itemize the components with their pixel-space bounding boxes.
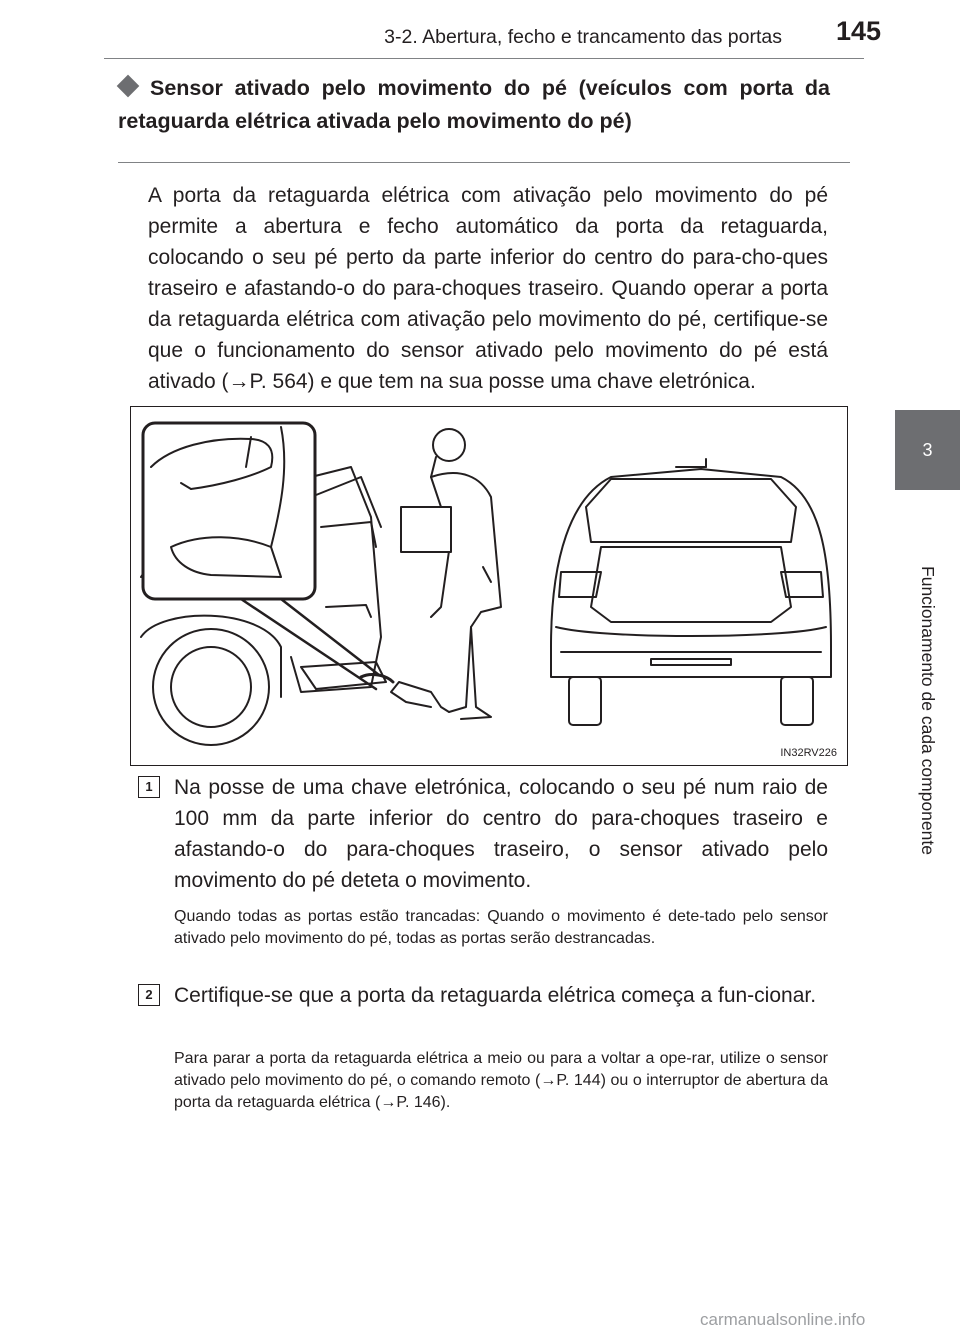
running-header: 3-2. Abertura, fecho e trancamento das portas	[384, 26, 782, 48]
chapter-tab	[895, 410, 960, 490]
step-2-note: Para parar a porta da retaguarda elétrica a meio ou para a voltar a ope-rar, utilize o sensor ativado pelo movimento do pé, o comando remoto (→P. 144) ou o interruptor de abertura da porta da retaguarda elétrica (→P. 146).	[174, 1050, 828, 1111]
header-rule	[104, 58, 864, 59]
heading-rule	[118, 162, 850, 163]
tailgate-foot-sensor-illustration	[131, 407, 847, 765]
step-1-text: Na posse de uma chave eletrónica, colocando o seu pé num raio de 100 mm da parte inferior do centro do para-choques traseiro e afastando-o do para-choques traseiro, o sensor ativado pelo movimento do pé deteta o movimento.	[174, 776, 828, 892]
page-number: 145	[836, 16, 882, 46]
chapter-title-container	[895, 490, 960, 930]
chapter-title: Funcionamento de cada componente	[918, 565, 939, 855]
side-tab-top	[895, 0, 960, 410]
step-2-badge: 2	[138, 984, 160, 1006]
illustration-figure	[130, 406, 848, 766]
step-1-note: Quando todas as portas estão trancadas: Quando o movimento é dete-tado pelo sensor ativado pelo movimento do pé, todas as portas serão destrancadas.	[174, 908, 828, 947]
section-heading	[118, 72, 830, 138]
section-heading-text: Sensor ativado pelo movimento do pé (veículos com porta da retaguarda elétrica ativada pelo movimento do pé)	[118, 76, 830, 133]
step-2-text: Certifique-se que a porta da retaguarda elétrica começa a fun-cionar.	[174, 984, 817, 1007]
chapter-number: 3	[922, 439, 933, 460]
watermark: carmanualsonline.info	[700, 1310, 866, 1329]
step-1-badge: 1	[138, 776, 160, 798]
figure-code: IN32RV226	[780, 747, 837, 759]
intro-paragraph: A porta da retaguarda elétrica com ativação pelo movimento do pé permite a abertura e fecho automático da porta da retaguarda, colocando o seu pé perto da parte inferior do centro do para-cho-ques traseiro e afastando-o do para-choques traseiro. Quando operar a porta da retaguarda elétrica com ativação pelo movimento do pé, certifique-se que o funcionamento do sensor ativado pelo movimento do pé está ativado (→P. 564) e que tem na sua posse uma chave eletrónica.	[148, 184, 828, 393]
